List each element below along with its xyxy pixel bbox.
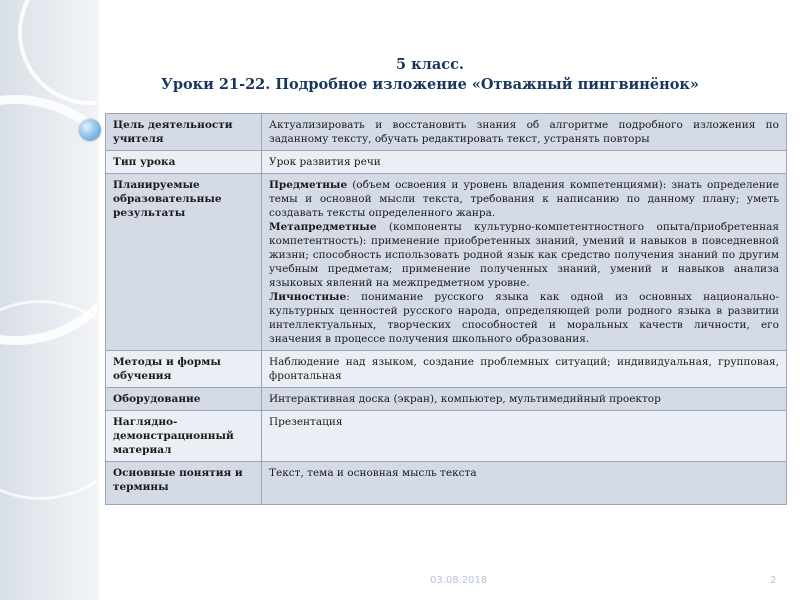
footer-date: 03.08.2018 — [430, 575, 488, 586]
row-value: Актуализировать и восстановить знания об алгоритме подробного изложения по заданному тексту, обучать редактировать текст, устранять повторы — [262, 114, 787, 151]
row-label: Тип урока — [106, 151, 262, 174]
table-row — [106, 351, 787, 388]
panel-divider — [97, 0, 99, 600]
table-row — [106, 411, 787, 462]
table-row — [106, 462, 787, 505]
title-lesson: Уроки 21-22. Подробное изложение «Отважный пингвинёнок» — [161, 76, 699, 93]
decorative-blue-dot — [79, 119, 101, 141]
subject-results-text: (объем освоения и уровень владения компетенциями): знать определение темы и основной мысли текста, требования к написанию по данному плану; уметь создавать тексты определенного жанра. — [269, 179, 779, 219]
decorative-side-panel — [0, 0, 97, 600]
meta-results — [269, 220, 779, 290]
subject-results-heading: Предметные — [269, 179, 348, 191]
lesson-plan-table — [105, 113, 787, 505]
personal-results — [269, 290, 779, 346]
row-value: Урок развития речи — [262, 151, 787, 174]
table-row — [106, 174, 787, 351]
title-grade: 5 класс. — [396, 56, 464, 73]
slide-title — [110, 55, 750, 95]
meta-results-text: (компоненты культурно-компетентностного опыта/приобретенная компетентность): применение приобретенных знаний, умений и навыков в повседневной жизни; способность использовать родной язык как средство получения знаний по другим учебным предметам; применение полученных знаний, умений и навыков анализа языковых явлений на межпредметном уровне. — [269, 221, 779, 289]
decorative-ring-small — [18, 0, 97, 105]
row-value-results — [262, 174, 787, 351]
row-label: Оборудование — [106, 388, 262, 411]
table-row — [106, 388, 787, 411]
row-value: Наблюдение над языком, создание проблемных ситуаций; индивидуальная, групповая, фронтальная — [262, 351, 787, 388]
decorative-ring-lower — [0, 300, 97, 500]
personal-results-heading: Личностные — [269, 291, 347, 303]
row-label: Наглядно-демонстрационный материал — [106, 411, 262, 462]
row-value: Презентация — [262, 411, 787, 462]
subject-results — [269, 178, 779, 220]
row-value: Текст, тема и основная мысль текста — [262, 462, 787, 505]
meta-results-heading: Метапредметные — [269, 221, 377, 233]
table-row — [106, 114, 787, 151]
row-label: Планируемые образовательные результаты — [106, 174, 262, 351]
row-value: Интерактивная доска (экран), компьютер, мультимедийный проектор — [262, 388, 787, 411]
page-number: 2 — [770, 575, 777, 586]
row-label: Методы и формы обучения — [106, 351, 262, 388]
table-row — [106, 151, 787, 174]
personal-results-text: : понимание русского языка как одной из основных национально-культурных ценностей русского народа, определяющей роли родного языка в развитии интеллектуальных, творческих способностей и моральных качеств личности, его значения в процессе получения школьного образования. — [269, 291, 779, 345]
row-label: Цель деятельности учителя — [106, 114, 262, 151]
row-label: Основные понятия и термины — [106, 462, 262, 505]
